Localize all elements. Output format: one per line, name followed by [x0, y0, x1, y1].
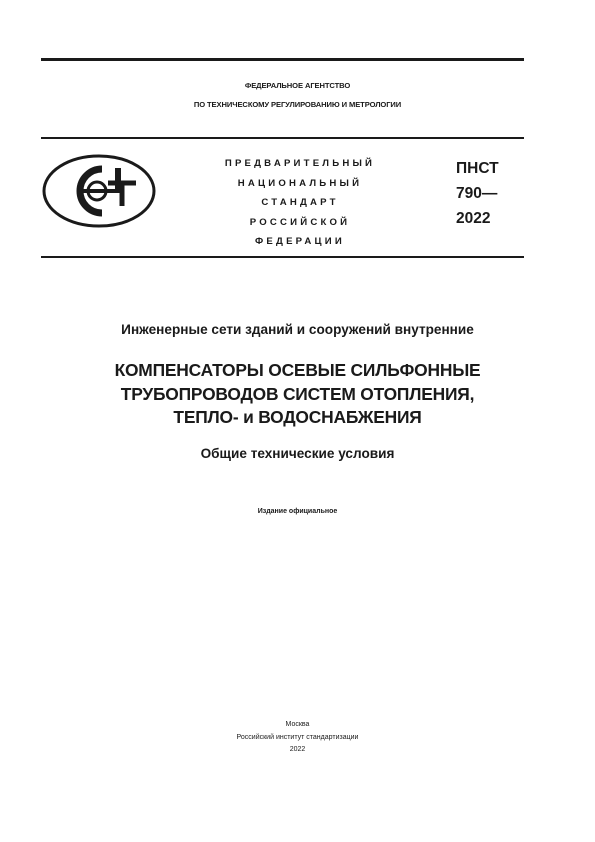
imprint	[0, 719, 595, 757]
document-title	[0, 359, 595, 430]
middle-rule	[41, 137, 524, 139]
title-line: ТЕПЛО- и ВОДОСНАБЖЕНИЯ	[173, 407, 422, 427]
imprint-publisher: Российский институт стандартизации	[236, 733, 359, 741]
rst-mark-icon	[42, 154, 156, 228]
agency-name-line-1: ФЕДЕРАЛЬНОЕ АГЕНТСТВО	[244, 81, 351, 90]
bottom-rule	[41, 256, 524, 258]
top-rule	[41, 58, 524, 61]
document-subtitle: Общие технические условия	[200, 446, 395, 461]
standard-type-line: ПРЕДВАРИТЕЛЬНЫЙ	[224, 158, 376, 169]
title-line: КОМПЕНСАТОРЫ ОСЕВЫЕ СИЛЬФОННЫЕ	[114, 360, 481, 380]
standard-type-line: НАЦИОНАЛЬНЫЙ	[237, 177, 363, 189]
standard-number-line: ПНСТ	[456, 160, 499, 177]
standard-type-line: ФЕДЕРАЦИИ	[255, 236, 345, 248]
agency-name-line-2: ПО ТЕХНИЧЕСКОМУ РЕГУЛИРОВАНИЮ И МЕТРОЛОГИИ	[193, 100, 402, 109]
imprint-city: Москва	[285, 721, 310, 728]
document-subject: Инженерные сети зданий и сооружений внутренние	[121, 322, 474, 337]
standard-number-line: 2022	[456, 210, 491, 227]
edition-note: Издание официальное	[257, 508, 338, 515]
standard-type-line: РОССИЙСКОЙ	[249, 216, 351, 228]
standard-type-block	[186, 154, 414, 252]
standard-type-line: СТАНДАРТ	[261, 197, 339, 209]
imprint-year: 2022	[289, 746, 306, 753]
title-line: ТРУБОПРОВОДОВ СИСТЕМ ОТОПЛЕНИЯ,	[120, 383, 475, 404]
standard-number-block	[456, 156, 499, 231]
standard-number-line: 790—	[456, 185, 498, 202]
